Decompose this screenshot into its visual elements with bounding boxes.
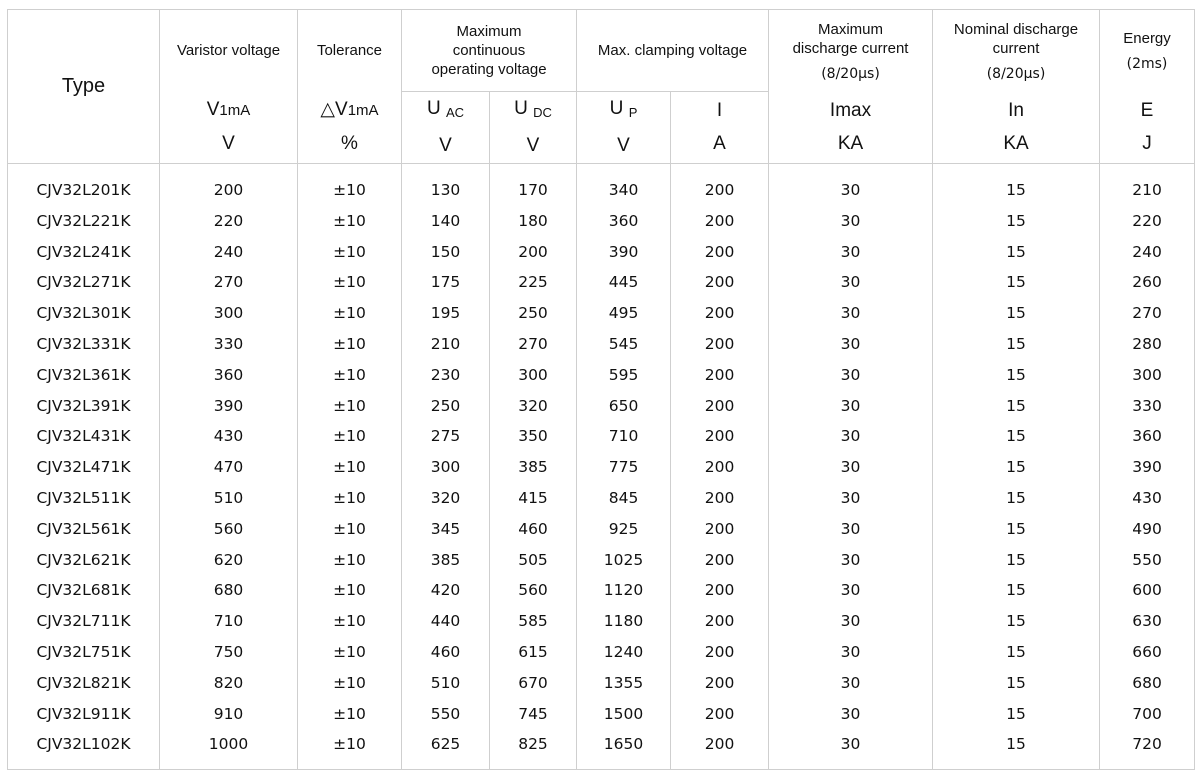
i-cell: 200 — [704, 396, 735, 415]
e-symbol-cell — [1100, 92, 1195, 164]
udc-cell: 745 — [518, 704, 548, 723]
uac-cell: 385 — [430, 550, 461, 569]
udc-cell: 250 — [518, 304, 548, 323]
tol-cell: ±10 — [333, 550, 366, 569]
e-cell: 430 — [1132, 488, 1162, 507]
udc-cell: 200 — [518, 242, 548, 261]
uac-symbol-cell — [402, 92, 490, 164]
uac-cell: 250 — [430, 396, 461, 415]
type-cell: CJV32L221K — [36, 211, 131, 230]
imax-cell: 30 — [840, 427, 861, 446]
i-cell: 200 — [704, 458, 735, 477]
uac-subscript: AC — [445, 105, 465, 120]
v1ma-cell: 910 — [213, 704, 244, 723]
uac-symbol: U — [426, 98, 441, 119]
v1ma-cell: 300 — [213, 304, 244, 323]
type-cell: CJV32L241K — [36, 242, 131, 261]
uac-unit: V — [439, 135, 452, 156]
e-cell: 390 — [1132, 458, 1162, 477]
e-cell: 550 — [1132, 550, 1162, 569]
up-cell: 775 — [608, 458, 639, 477]
tol-cell: ±10 — [333, 735, 366, 754]
up-cell: 1650 — [603, 735, 644, 754]
i-column — [671, 164, 769, 770]
uac-cell: 275 — [430, 427, 461, 446]
tol-cell: ±10 — [333, 642, 366, 661]
uac-cell: 320 — [430, 488, 461, 507]
tol-unit: % — [341, 133, 358, 155]
i-cell: 200 — [704, 612, 735, 631]
i-unit: A — [713, 133, 726, 154]
udc-column — [490, 164, 577, 770]
imax-symbol-cell — [769, 92, 933, 164]
type-cell: CJV32L911K — [36, 704, 131, 723]
e-cell: 700 — [1132, 704, 1162, 723]
e-unit: J — [1142, 132, 1152, 154]
in-cell: 15 — [1006, 581, 1026, 600]
v1ma-cell: 710 — [213, 612, 244, 631]
up-cell: 445 — [608, 273, 639, 292]
i-cell: 200 — [704, 273, 735, 292]
up-cell: 390 — [608, 242, 639, 261]
in-cell: 15 — [1006, 642, 1026, 661]
udc-cell: 560 — [518, 581, 548, 600]
up-cell: 545 — [608, 334, 639, 353]
in-column — [933, 164, 1100, 770]
i-cell: 200 — [704, 488, 735, 507]
udc-cell: 505 — [518, 550, 548, 569]
in-cell: 15 — [1006, 396, 1026, 415]
in-cell: 15 — [1006, 519, 1026, 538]
type-cell: CJV32L102K — [36, 735, 131, 754]
varistor-spec-table — [7, 9, 1195, 770]
up-cell: 340 — [608, 181, 639, 199]
type-cell: CJV32L511K — [36, 488, 131, 507]
up-cell: 1120 — [603, 581, 644, 600]
imax-cell: 30 — [840, 488, 861, 507]
udc-cell: 180 — [518, 211, 548, 230]
max-discharge-waveform: (8/20μs) — [821, 65, 880, 82]
varistor-voltage-header — [160, 10, 298, 92]
up-unit: V — [617, 135, 630, 156]
udc-symbol-cell — [490, 92, 577, 164]
imax-symbol: Imax — [829, 99, 872, 121]
e-cell: 210 — [1132, 181, 1162, 199]
udc-cell: 585 — [518, 612, 548, 631]
udc-cell: 385 — [518, 458, 548, 477]
max-discharge-header — [769, 10, 933, 92]
nominal-discharge-label: Nominal discharge current — [953, 20, 1079, 57]
up-cell: 1240 — [603, 642, 644, 661]
tol-cell: ±10 — [333, 458, 366, 477]
uac-cell: 420 — [430, 581, 461, 600]
up-symbol-cell — [577, 92, 671, 164]
uac-cell: 345 — [430, 519, 461, 538]
in-cell: 15 — [1006, 181, 1026, 199]
uac-cell: 130 — [430, 181, 461, 199]
i-cell: 200 — [704, 642, 735, 661]
udc-cell: 825 — [518, 735, 548, 754]
i-cell: 200 — [704, 334, 735, 353]
i-cell: 200 — [704, 673, 735, 692]
type-cell: CJV32L821K — [36, 673, 131, 692]
tol-cell: ±10 — [333, 519, 366, 538]
uac-cell: 625 — [430, 735, 461, 754]
type-cell: CJV32L751K — [36, 642, 131, 661]
type-column — [8, 164, 160, 770]
imax-unit: KA — [837, 132, 864, 154]
type-cell: CJV32L711K — [36, 612, 131, 631]
type-cell: CJV32L331K — [36, 334, 131, 353]
tol-cell: ±10 — [333, 365, 366, 384]
uac-cell: 230 — [430, 365, 461, 384]
i-cell: 200 — [704, 427, 735, 446]
imax-cell: 30 — [840, 334, 861, 353]
type-cell: CJV32L361K — [36, 365, 131, 384]
tol-cell: ±10 — [333, 396, 366, 415]
type-cell: CJV32L201K — [36, 181, 131, 199]
e-cell: 630 — [1132, 612, 1162, 631]
udc-unit: V — [526, 135, 540, 156]
udc-cell: 225 — [518, 273, 548, 292]
e-cell: 270 — [1132, 304, 1162, 323]
i-cell: 200 — [704, 304, 735, 323]
e-cell: 300 — [1132, 365, 1162, 384]
in-unit: KA — [1003, 132, 1029, 154]
in-cell: 15 — [1006, 365, 1026, 384]
e-cell: 330 — [1132, 396, 1162, 415]
imax-cell: 30 — [840, 673, 861, 692]
tol-column — [298, 164, 402, 770]
tol-cell: ±10 — [333, 242, 366, 261]
imax-cell: 30 — [840, 273, 861, 292]
tolerance-header — [298, 10, 402, 92]
e-cell: 680 — [1132, 673, 1162, 692]
max-clamping-header — [577, 10, 769, 92]
tol-cell: ±10 — [333, 581, 366, 600]
imax-cell: 30 — [840, 181, 861, 199]
uac-cell: 300 — [430, 458, 461, 477]
up-column — [577, 164, 671, 770]
uac-column — [402, 164, 490, 770]
imax-cell: 30 — [840, 612, 861, 631]
e-cell: 360 — [1132, 427, 1162, 446]
imax-cell: 30 — [840, 735, 861, 754]
in-cell: 15 — [1006, 550, 1026, 569]
i-cell: 200 — [704, 242, 735, 261]
type-header-label: Type — [61, 75, 106, 97]
up-cell: 710 — [608, 427, 639, 446]
i-cell: 200 — [704, 211, 735, 230]
udc-cell: 415 — [518, 488, 548, 507]
udc-cell: 670 — [518, 673, 548, 692]
imax-column — [769, 164, 933, 770]
v1ma-cell: 270 — [213, 273, 244, 292]
udc-cell: 615 — [518, 642, 548, 661]
up-cell: 1180 — [603, 612, 644, 631]
imax-cell: 30 — [840, 550, 861, 569]
in-cell: 15 — [1006, 612, 1026, 631]
up-cell: 1025 — [603, 550, 644, 569]
tol-cell: ±10 — [333, 427, 366, 446]
up-cell: 595 — [608, 365, 639, 384]
energy-label: Energy — [1123, 30, 1171, 48]
udc-cell: 350 — [518, 427, 548, 446]
imax-cell: 30 — [840, 581, 861, 600]
nominal-discharge-header — [933, 10, 1100, 92]
in-symbol-cell — [933, 92, 1100, 164]
v1ma-cell: 390 — [213, 396, 244, 415]
up-subscript: P — [628, 105, 638, 120]
e-symbol: E — [1140, 99, 1154, 121]
uac-cell: 550 — [430, 704, 461, 723]
v1ma-cell: 510 — [213, 488, 244, 507]
up-cell: 1355 — [603, 673, 644, 692]
v1ma-symbol-cell — [160, 92, 298, 164]
max-discharge-label: Maximum discharge current — [792, 20, 909, 57]
udc-cell: 270 — [518, 334, 548, 353]
tol-subscript: 1mA — [347, 102, 379, 120]
type-cell: CJV32L681K — [36, 581, 131, 600]
max-continuous-header — [402, 10, 577, 92]
v1ma-cell: 820 — [213, 673, 244, 692]
in-cell: 15 — [1006, 211, 1026, 230]
uac-cell: 210 — [430, 334, 461, 353]
v1ma-cell: 620 — [213, 550, 244, 569]
tol-cell: ±10 — [333, 334, 366, 353]
i-cell: 200 — [704, 181, 735, 199]
i-cell: 200 — [704, 581, 735, 600]
v1ma-cell: 360 — [213, 365, 244, 384]
i-cell: 200 — [704, 519, 735, 538]
imax-cell: 30 — [840, 365, 861, 384]
e-cell: 220 — [1132, 211, 1162, 230]
v1ma-unit: V — [222, 133, 235, 155]
up-cell: 1500 — [603, 704, 644, 723]
varistor-voltage-label: Varistor voltage — [176, 42, 281, 60]
uac-cell: 150 — [430, 242, 461, 261]
type-cell: CJV32L271K — [36, 273, 131, 292]
in-cell: 15 — [1006, 273, 1026, 292]
type-header — [8, 10, 160, 164]
e-cell: 660 — [1132, 642, 1162, 661]
v1ma-column — [160, 164, 298, 770]
udc-cell: 320 — [518, 396, 548, 415]
v1ma-cell: 200 — [213, 181, 244, 199]
imax-cell: 30 — [840, 642, 861, 661]
imax-cell: 30 — [840, 211, 861, 230]
imax-cell: 30 — [840, 704, 861, 723]
in-symbol: In — [1008, 99, 1024, 121]
type-cell: CJV32L391K — [36, 396, 131, 415]
up-cell: 495 — [608, 304, 639, 323]
uac-cell: 510 — [430, 673, 461, 692]
tol-cell: ±10 — [333, 704, 366, 723]
tol-cell: ±10 — [333, 211, 366, 230]
e-cell: 260 — [1132, 273, 1162, 292]
up-symbol: U — [609, 98, 624, 119]
udc-subscript: DC — [533, 105, 552, 120]
type-cell: CJV32L301K — [36, 304, 131, 323]
up-cell: 360 — [608, 211, 639, 230]
tol-symbol-cell — [298, 92, 402, 164]
in-cell: 15 — [1006, 242, 1026, 261]
tol-cell: ±10 — [333, 304, 366, 323]
v1ma-subscript: 1mA — [219, 102, 251, 120]
uac-cell: 195 — [430, 304, 461, 323]
uac-cell: 440 — [430, 612, 461, 631]
i-symbol-cell — [671, 92, 769, 164]
v1ma-cell: 680 — [213, 581, 244, 600]
imax-cell: 30 — [840, 304, 861, 323]
imax-cell: 30 — [840, 458, 861, 477]
tolerance-label: Tolerance — [316, 42, 383, 60]
e-cell: 280 — [1132, 334, 1162, 353]
udc-cell: 170 — [518, 181, 548, 199]
in-cell: 15 — [1006, 458, 1026, 477]
e-cell: 720 — [1132, 735, 1162, 754]
type-cell: CJV32L561K — [36, 519, 131, 538]
udc-symbol: U — [514, 98, 528, 119]
max-clamping-label: Max. clamping voltage — [597, 42, 748, 59]
in-cell: 15 — [1006, 334, 1026, 353]
v1ma-cell: 240 — [213, 242, 244, 261]
tol-cell: ±10 — [333, 181, 366, 199]
type-cell: CJV32L431K — [36, 427, 131, 446]
imax-cell: 30 — [840, 519, 861, 538]
e-cell: 600 — [1132, 581, 1162, 600]
tol-cell: ±10 — [333, 273, 366, 292]
in-cell: 15 — [1006, 673, 1026, 692]
i-cell: 200 — [704, 704, 735, 723]
udc-cell: 460 — [518, 519, 548, 538]
up-cell: 925 — [608, 519, 639, 538]
type-cell: CJV32L471K — [36, 458, 131, 477]
v1ma-cell: 220 — [213, 211, 244, 230]
udc-cell: 300 — [518, 365, 548, 384]
energy-header — [1100, 10, 1195, 92]
e-cell: 490 — [1132, 519, 1162, 538]
uac-cell: 175 — [430, 273, 461, 292]
e-column — [1100, 164, 1195, 770]
e-cell: 240 — [1132, 242, 1162, 261]
i-cell: 200 — [704, 550, 735, 569]
i-cell: 200 — [704, 365, 735, 384]
i-symbol: I — [716, 100, 723, 121]
tol-cell: ±10 — [333, 488, 366, 507]
in-cell: 15 — [1006, 704, 1026, 723]
in-cell: 15 — [1006, 304, 1026, 323]
v1ma-symbol: V — [206, 99, 220, 121]
type-cell: CJV32L621K — [36, 550, 131, 569]
v1ma-cell: 470 — [213, 458, 244, 477]
uac-cell: 140 — [430, 211, 461, 230]
imax-cell: 30 — [840, 242, 861, 261]
tol-cell: ±10 — [333, 673, 366, 692]
v1ma-cell: 1000 — [208, 735, 249, 754]
i-cell: 200 — [704, 735, 735, 754]
in-cell: 15 — [1006, 735, 1026, 754]
v1ma-cell: 750 — [213, 642, 244, 661]
in-cell: 15 — [1006, 488, 1026, 507]
tol-cell: ±10 — [333, 612, 366, 631]
v1ma-cell: 560 — [213, 519, 244, 538]
in-cell: 15 — [1006, 427, 1026, 446]
max-continuous-label: Maximum continuous operating voltage — [431, 23, 547, 78]
imax-cell: 30 — [840, 396, 861, 415]
v1ma-cell: 430 — [213, 427, 244, 446]
up-cell: 845 — [608, 488, 639, 507]
tol-symbol: △V — [320, 99, 348, 121]
uac-cell: 460 — [430, 642, 461, 661]
v1ma-cell: 330 — [213, 334, 244, 353]
energy-duration: (2ms) — [1126, 56, 1168, 73]
up-cell: 650 — [608, 396, 639, 415]
nominal-discharge-waveform: (8/20μs) — [986, 65, 1046, 82]
